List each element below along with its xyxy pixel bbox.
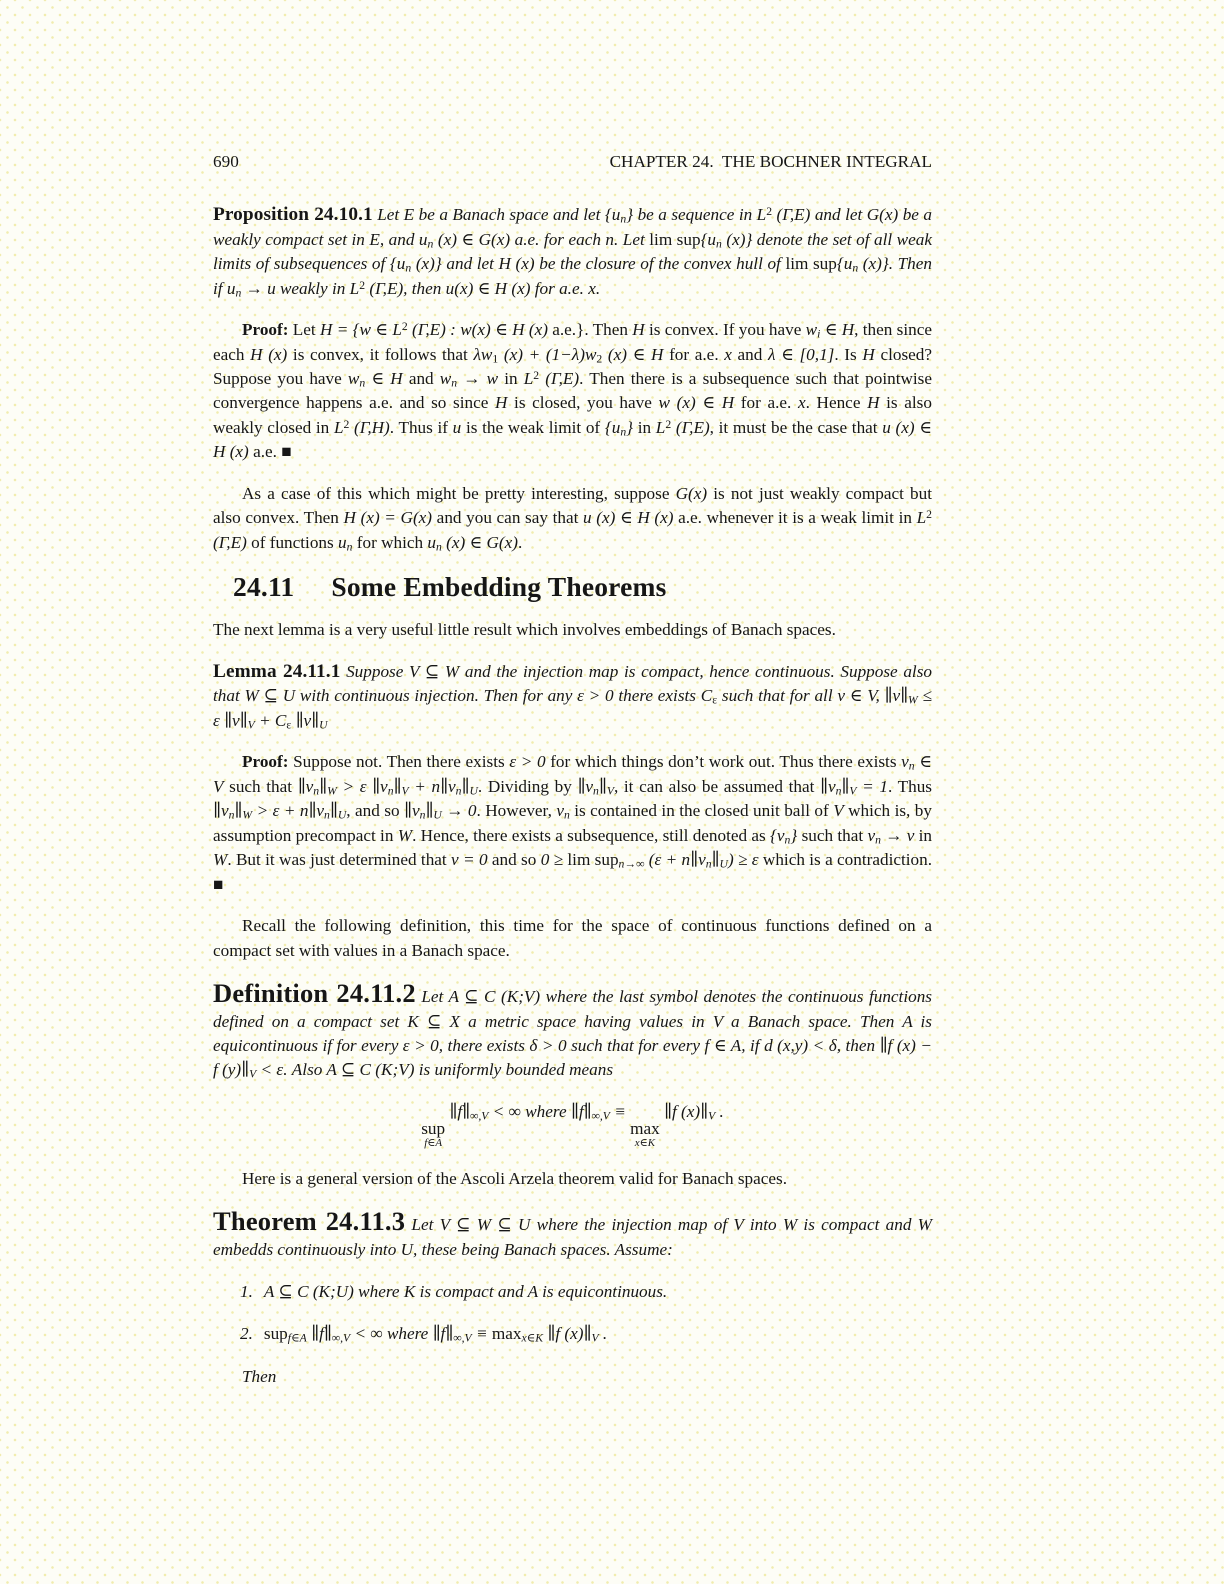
item-text: A ⊆ C (K;U) where K is compact and A is equicontinuous. <box>263 1281 668 1301</box>
lemma-proof-paragraph: Proof: Suppose not. Then there exists ε > 0 for which things don’t work out. Thus there exists $v_n$ ∈ V such that $\parallel v_n\parallel_W > \varepsilon$ $\parallel v_n\parallel_V$ + $n\parallel v_n\parallel_U$. Dividing by $\parallel v_n\parallel_V$, it can also be assumed that $\parallel v_n\parallel_V = 1$. Thus $\parallel v_n\parallel_W > \varepsilon$ + $n\parallel v_n\parallel_U$, and so $\parallel v_n\parallel_U \to 0$. However, $v_n$ is contained in the closed unit ball of V which is, by assumption precompact in W. Hence, there exists a subsequence, still denoted as $\{v_n\}$ such that $v_n \to v$ in W. But it was just determined that v = 0 and so 0 ≥ lim sup$_{n\to\infty}$ $(\varepsilon + n\parallel v_n\parallel_U) \ge \varepsilon$ which is a contradiction. ■ <box>213 752 933 894</box>
page-header <box>213 150 932 174</box>
item-text: sup$_{f\in A}$ $\parallel f\parallel_{\infty,V}$ < ∞ where $\parallel f\parallel_{\infty,V} \equiv \max_{x\in K}$ ∥f $(x)\parallel_V$ . <box>263 1324 608 1345</box>
section-number: 24.11 <box>233 571 295 603</box>
proposition-proof-paragraph: Proof: Let H = {w ∈ $L^2$ (Γ,E) : w(x) ∈ H (x) a.e.}. Then H is convex. If you have $w_i$ ∈ H, then since each H (x) is convex, it follows that $\lambda w_1$ $(x) + (1-\lambda)w_2$ (x) ∈ H for a.e. x and λ ∈ [0,1]. Is H closed? Suppose you have $w_n$ ∈ H and $w_n \to w$ in $L^2$ (Γ,E). Then there is a subsequence such that pointwise convergence happens a.e. and so since H is closed, you have w (x) ∈ H for a.e. x. Hence H is also weakly closed in $L^2$ (Γ,H). Thus if u is the weak limit of $\{u_n\}$ in $L^2$ (Γ,E), it must be the case that u (x) ∈ H (x) a.e. ■ <box>213 319 933 462</box>
assumption-item-2 <box>240 1322 932 1346</box>
section-title: Some Embedding Theorems <box>331 571 667 603</box>
proposition-paragraph: Proposition 24.10.1 Let E be a Banach space and let $\{u_n\}$ be a sequence in $L^2$ (Γ,E) and let G(x) be a weakly compact set in E, and $u_n$ (x) ∈ G(x) a.e. for each n. Let $\lim sup\{u_n$ (x)} denote the set of all weak limits of subsequences of {$u_n$ (x)} and let H (x) be the closure of the convex hull of $\lim sup\{u_n$ (x)}. Then if $u_n \to u$ weakly in $L^2$ (Γ,E), then u(x) ∈ H (x) for a.e. x. <box>213 204 933 300</box>
case-remark-paragraph: As a case of this which might be pretty interesting, suppose G(x) is not just weakly compact but also convex. Then H (x) = G(x) and you can say that u (x) ∈ H (x) a.e. whenever it is a weak limit in $L^2$ (Γ,E) of functions $u_n$ for which $u_n$ (x) ∈ G(x). <box>213 483 933 554</box>
definition-paragraph: Definition 24.11.2 Let A ⊆ C (K;V) where the last symbol denotes the continuous functions defined on a compact set K ⊆ X a metric space having values in V a Banach space. Then A is equicontinuous if for every ε > 0, there exists δ > 0 such that for every f ∈ A, if d (x,y) < δ, then ∥f (x) − f $(y)\parallel_V < \varepsilon$. Also A ⊆ C (K;V) is uniformly bounded means <box>213 978 932 1081</box>
section-heading <box>233 571 932 603</box>
chapter-title: CHAPTER 24. THE BOCHNER INTEGRAL <box>609 152 932 171</box>
recall-definition-paragraph: Recall the following definition, this time for the space of continuous functions defined on a compact set with values in a Banach space. <box>213 916 932 960</box>
lemma-paragraph: Lemma 24.11.1 Suppose V ⊆ W and the injection map is compact, hence continuous. Suppose also that W ⊆ U with continuous injection. Then for any ε > 0 there exists $C_\varepsilon$ such that for all v ∈ V, $\parallel v\parallel_W \le \varepsilon$ $\parallel v\parallel_V + C_\varepsilon$ $\parallel v\parallel_U$ <box>213 661 932 732</box>
theorem-paragraph: Theorem 24.11.3 Let V ⊆ W ⊆ U where the injection map of V into W is compact and W embedds continuously into U, these being Banach spaces. Assume: <box>213 1206 932 1259</box>
item-label: 1. <box>240 1281 253 1301</box>
ascoli-intro-paragraph: Here is a general version of the Ascoli Arzela theorem valid for Banach spaces. <box>242 1168 788 1188</box>
page-content <box>213 150 932 1406</box>
assumption-item-1 <box>240 1280 932 1304</box>
uniform-bound-equation: sup f∈A $\parallel f\parallel_{\infty,V}$ < ∞ where $\parallel f\parallel_{\infty,V}$ ≡ max x∈K ∥f $(x)\parallel_V$ . <box>421 1101 724 1149</box>
assumption-list <box>240 1280 932 1347</box>
then-paragraph: Then <box>242 1366 277 1386</box>
page-number: 690 <box>213 152 239 171</box>
lemma-intro-paragraph: The next lemma is a very useful little result which involves embeddings of Banach spaces. <box>213 620 836 640</box>
item-label: 2. <box>240 1324 253 1344</box>
